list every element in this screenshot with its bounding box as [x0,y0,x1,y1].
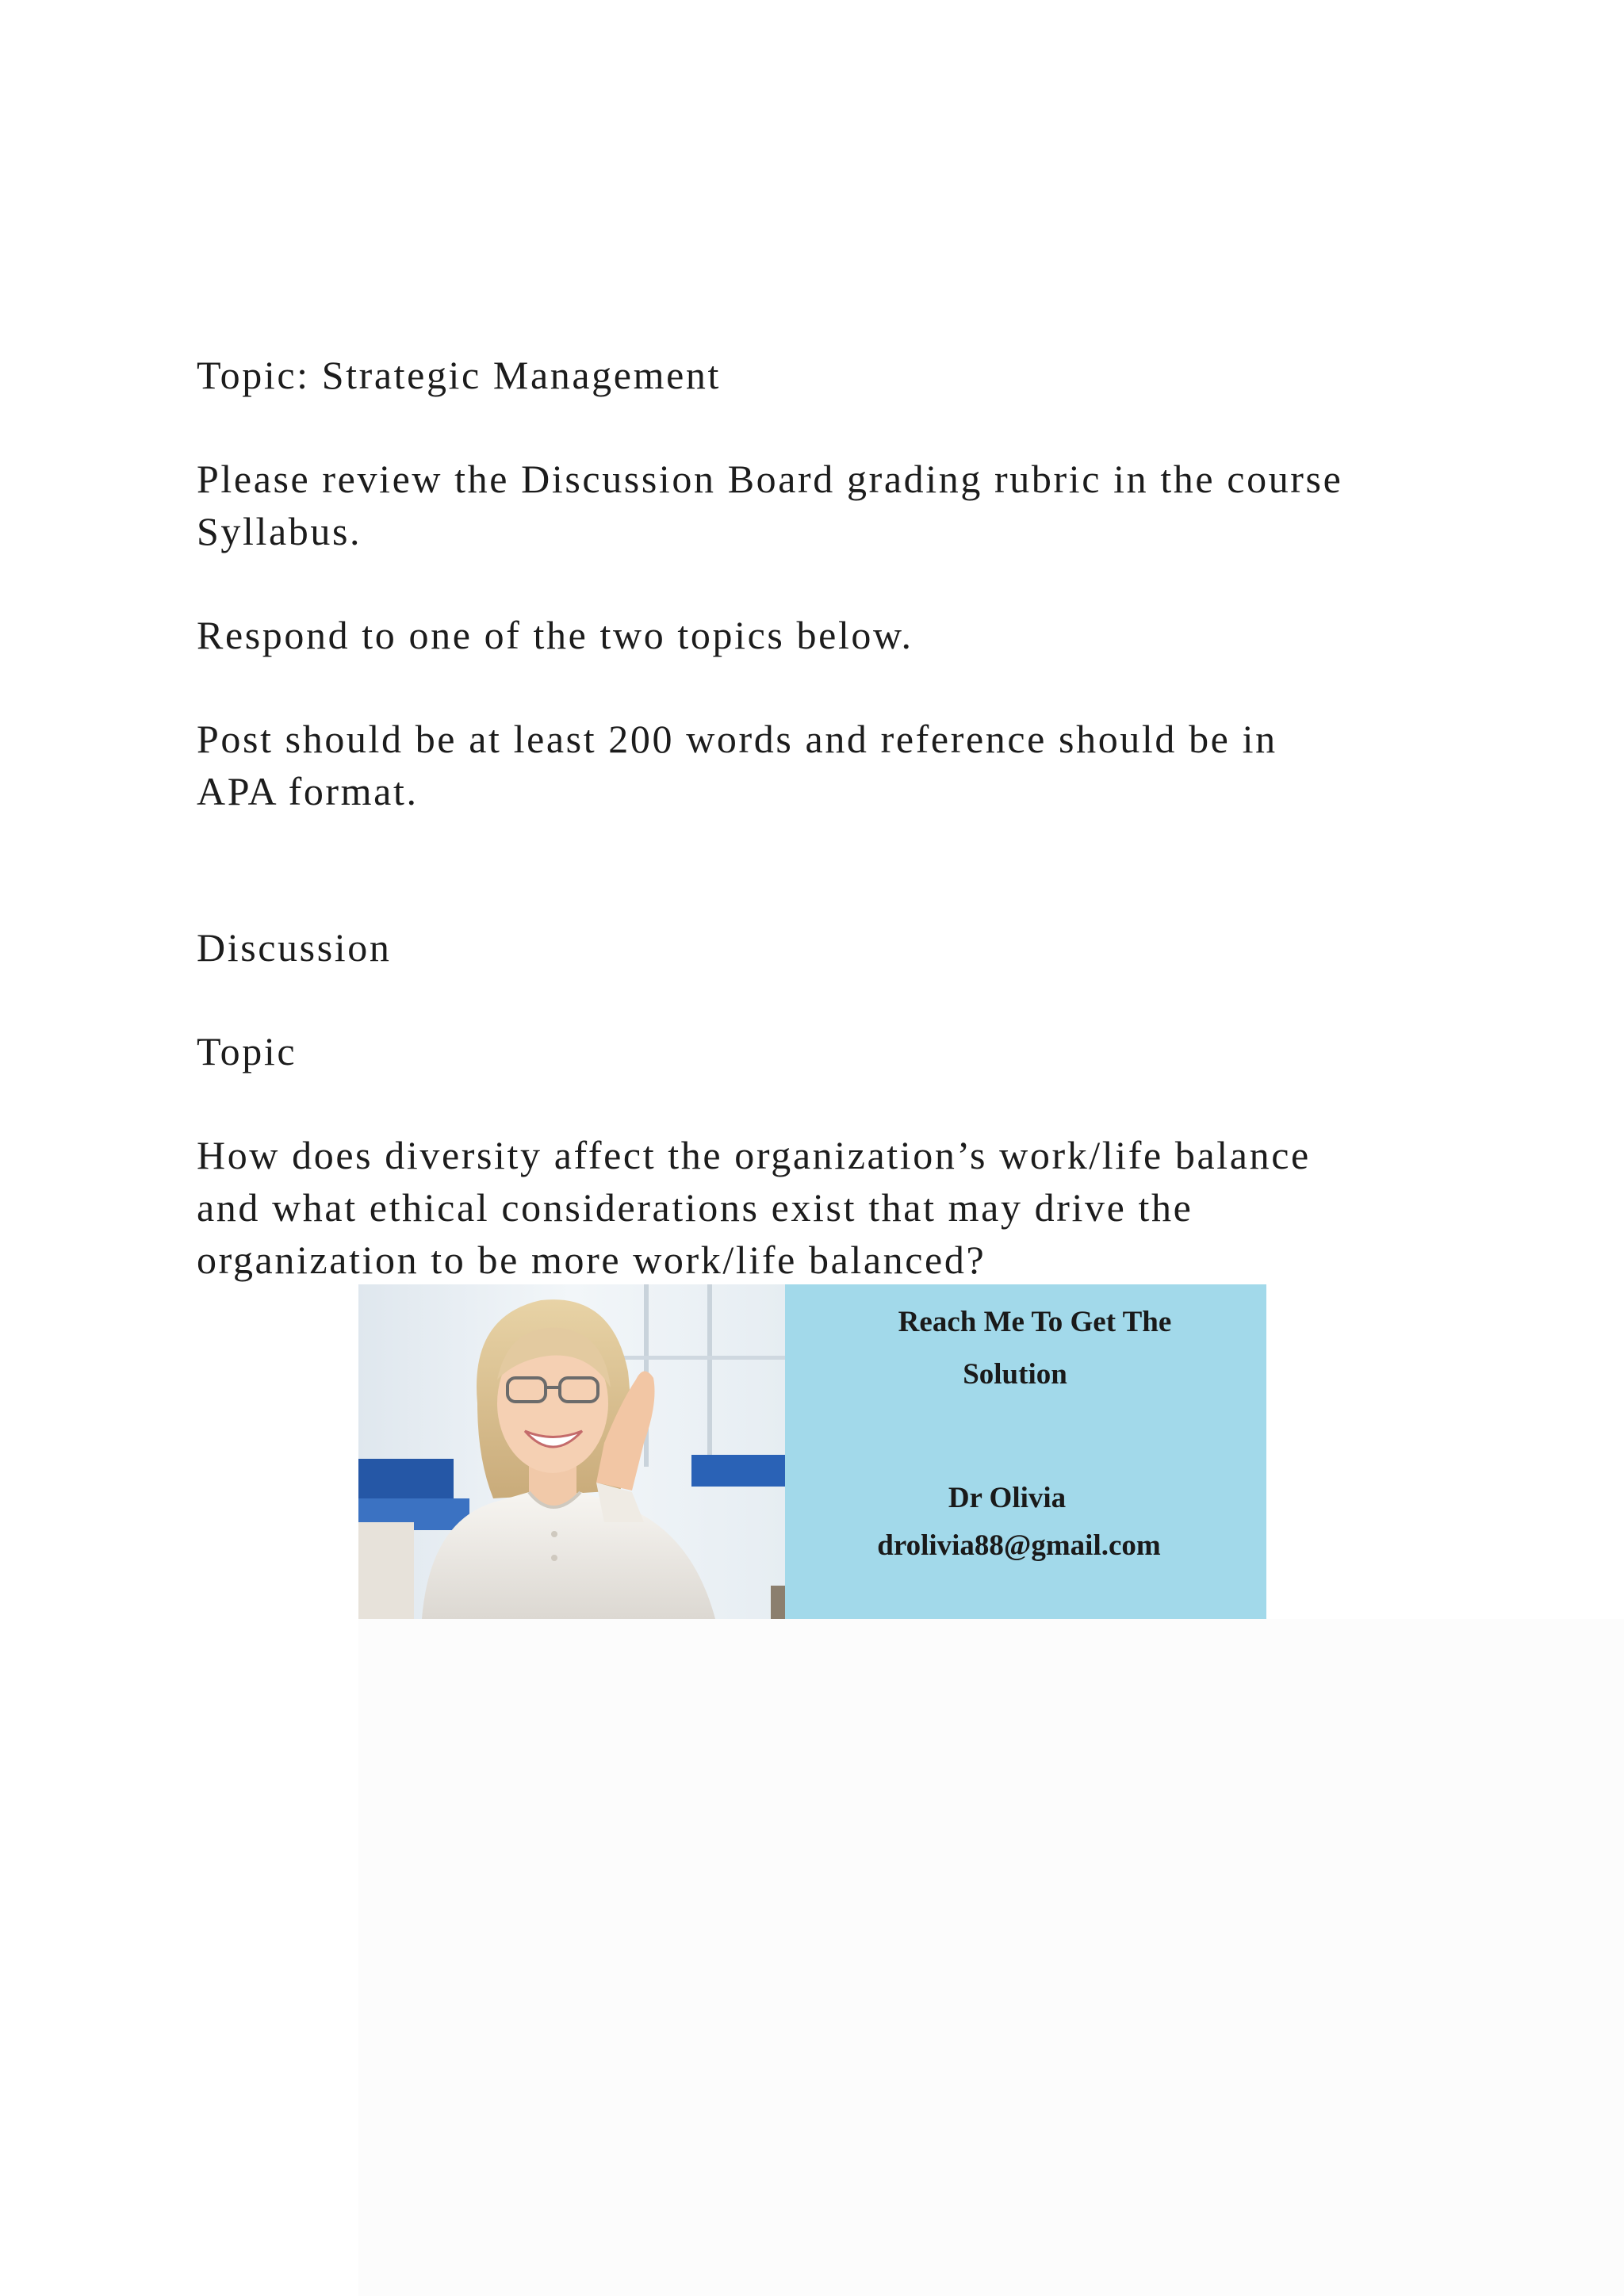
promo-banner [358,1284,1266,1619]
respond-instruction: Respond to one of the two topics below. [197,613,914,657]
smiling-woman-with-glasses-photo [358,1284,785,1619]
discussion-label: Discussion [197,925,392,970]
contact-email[interactable]: drolivia88@gmail.com [877,1529,1161,1562]
post-length-instruction: Post should be at least 200 words and reference should be in APA format. [197,717,1277,813]
document-body [197,349,1434,1286]
page-background-shade [358,1619,1624,2296]
topic-heading: Topic: Strategic Management [197,353,721,397]
contact-name: Dr Olivia [948,1482,1067,1514]
contact-headline-cont: Solution [963,1358,1067,1391]
rubric-instruction: Please review the Discussion Board grading rubric in the course Syllabus. [197,457,1343,553]
topic-label: Topic [197,1029,297,1073]
contact-headline: Reach Me To Get The [898,1306,1172,1338]
contact-panel [785,1284,1266,1619]
discussion-question: How does diversity affect the organization’s work/life balance and what ethical considerations exist that may drive the organization to be more work/life balanced? [197,1133,1311,1282]
